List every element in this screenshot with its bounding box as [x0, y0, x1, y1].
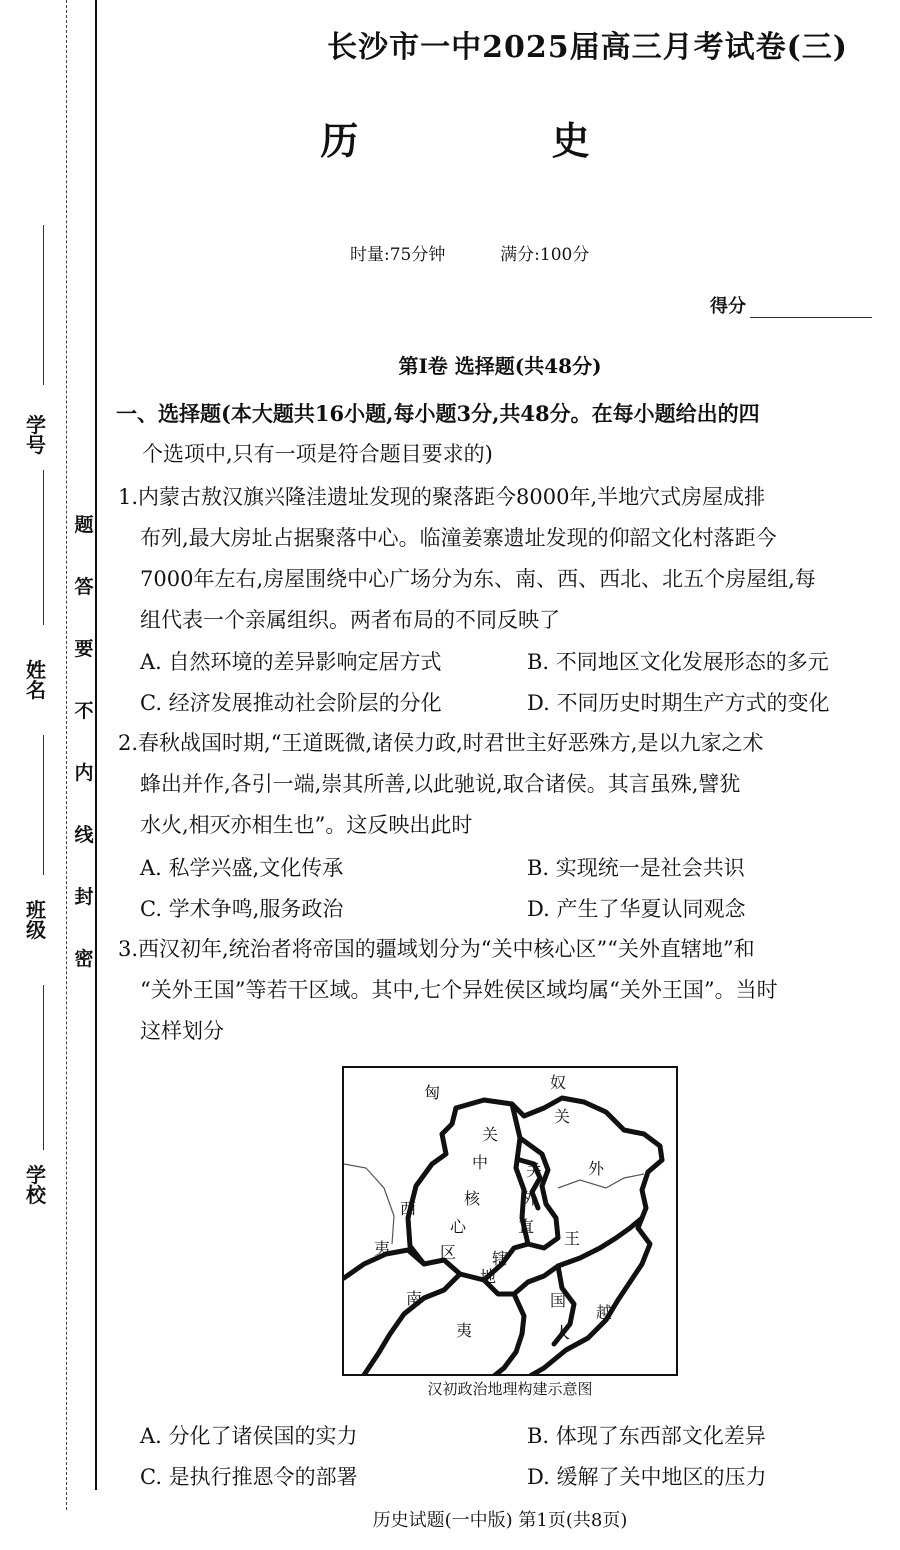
time-limit: 时量:75分钟 — [350, 245, 446, 265]
section-line: 个选项中,只有一项是符合题目要求的) — [142, 442, 493, 466]
margin-warning-char: 封 — [74, 886, 94, 908]
question-line: 布列,最大房址占据聚落中心。临潼姜寨遗址发现的仰韶文化村落距今 — [140, 526, 777, 550]
exam-title: 长沙市一中2025届高三月考试卷(三) — [327, 30, 848, 65]
west-river — [344, 1164, 394, 1244]
page-footer: 历史试题(一中版) 第1页(共8页) — [372, 1510, 628, 1531]
map-label: 南 — [406, 1291, 423, 1308]
q3-option-b[interactable]: B. 体现了东西部文化差异 — [527, 1424, 766, 1448]
question-line: 3.西汉初年,统治者将帝国的疆域划分为“关中核心区”“关外直辖地”和 — [118, 937, 755, 961]
map-label: 西 — [400, 1201, 417, 1218]
binding-dashed-line — [66, 0, 67, 1510]
q2-option-d[interactable]: D. 产生了华夏认同观念 — [527, 897, 746, 921]
question-line: 1.内蒙古敖汉旗兴隆洼遗址发现的聚落距今8000年,半地穴式房屋成排 — [118, 485, 766, 509]
map-label: 王 — [564, 1231, 581, 1248]
full-score: 满分:100分 — [500, 245, 590, 265]
school-blank — [43, 985, 44, 1150]
question-1 — [118, 477, 888, 641]
margin-warning-char: 题 — [74, 514, 94, 536]
margin-warning-char: 内 — [74, 762, 94, 784]
score-field — [710, 292, 872, 318]
field-student-id: 学号 — [26, 413, 46, 457]
question-line: 水火,相灭亦相生也”。这反映出此时 — [140, 813, 473, 837]
score-blank — [750, 299, 872, 318]
q3-option-a[interactable]: A. 分化了诸侯国的实力 — [140, 1424, 358, 1448]
q3-option-d[interactable]: D. 缓解了关中地区的压力 — [527, 1465, 767, 1489]
field-class: 班级 — [26, 898, 46, 942]
map-label: 直 — [518, 1219, 535, 1236]
q2-option-b[interactable]: B. 实现统一是社会共识 — [527, 856, 745, 880]
question-2 — [118, 723, 888, 846]
q1-option-d[interactable]: D. 不同历史时期生产方式的变化 — [527, 691, 830, 715]
q2-option-a[interactable]: A. 私学兴盛,文化传承 — [140, 856, 344, 880]
question-3 — [118, 929, 888, 1052]
part-title: 第Ⅰ卷 选择题(共48分) — [398, 354, 602, 378]
map-label: 人 — [554, 1325, 571, 1342]
q1-option-c[interactable]: C. 经济发展推动社会阶层的分化 — [140, 691, 442, 715]
han-political-map — [342, 1066, 678, 1376]
class-blank — [43, 735, 44, 875]
section-line: 一、选择题(本大题共16小题,每小题3分,共48分。在每小题给出的四 — [116, 401, 760, 426]
q1-option-b[interactable]: B. 不同地区文化发展形态的多元 — [527, 650, 829, 674]
map-label: 夷 — [374, 1241, 391, 1258]
margin-warning-char: 线 — [74, 824, 94, 846]
binding-solid-line — [95, 0, 97, 1490]
map-label: 关 — [526, 1163, 543, 1180]
margin-warning-char: 不 — [74, 700, 94, 722]
q2-option-c[interactable]: C. 学术争鸣,服务政治 — [140, 897, 344, 921]
southwest-border — [362, 1274, 460, 1376]
map-label: 核 — [464, 1191, 481, 1208]
question-line: 组代表一个亲属组织。两者布局的不同反映了 — [140, 608, 560, 632]
map-label: 关 — [554, 1109, 571, 1126]
subject-title: 历 史 — [320, 118, 680, 163]
map-label: 越 — [596, 1305, 613, 1322]
margin-warning-char: 答 — [74, 576, 94, 598]
q1-option-a[interactable]: A. 自然环境的差异影响定居方式 — [140, 650, 442, 674]
question-line: “关外王国”等若干区域。其中,七个异姓侯区域均属“关外王国”。当时 — [140, 978, 778, 1002]
map-caption: 汉初政治地理构建示意图 — [427, 1380, 593, 1398]
map-label: 地 — [480, 1269, 497, 1286]
east-coast — [530, 1160, 662, 1376]
map-label: 夷 — [456, 1323, 473, 1340]
score-label: 得分 — [710, 296, 746, 317]
margin-warning-char: 密 — [74, 948, 94, 970]
field-name: 姓名 — [26, 658, 46, 702]
question-line: 这样划分 — [140, 1019, 224, 1043]
map-label: 奴 — [550, 1075, 567, 1092]
map-label: 中 — [472, 1155, 489, 1172]
q3-option-c[interactable]: C. 是执行推恩令的部署 — [140, 1465, 358, 1489]
map-label: 心 — [450, 1219, 467, 1236]
map-label: 区 — [440, 1245, 457, 1262]
question-line: 7000年左右,房屋围绕中心广场分为东、南、西、西北、北五个房屋组,每 — [140, 567, 816, 591]
exam-info — [350, 240, 589, 265]
map-label: 外 — [588, 1161, 605, 1178]
map-label: 关 — [482, 1127, 499, 1144]
name-blank — [43, 470, 44, 625]
map-label: 辖 — [492, 1251, 509, 1268]
section-instructions — [118, 393, 888, 475]
map-label: 匈 — [424, 1085, 441, 1102]
south-inner — [494, 1294, 524, 1376]
question-line: 蜂出并作,各引一端,崇其所善,以此驰说,取合诸侯。其言虽殊,譬犹 — [140, 772, 741, 796]
map-label: 外 — [522, 1191, 539, 1208]
question-line: 2.春秋战国时期,“王道既微,诸侯力政,时君世主好恶殊方,是以九家之术 — [118, 731, 764, 755]
field-school: 学校 — [26, 1163, 46, 1207]
map-label: 国 — [550, 1293, 567, 1310]
margin-warning-char: 要 — [74, 638, 94, 660]
map-drawing — [344, 1068, 678, 1376]
